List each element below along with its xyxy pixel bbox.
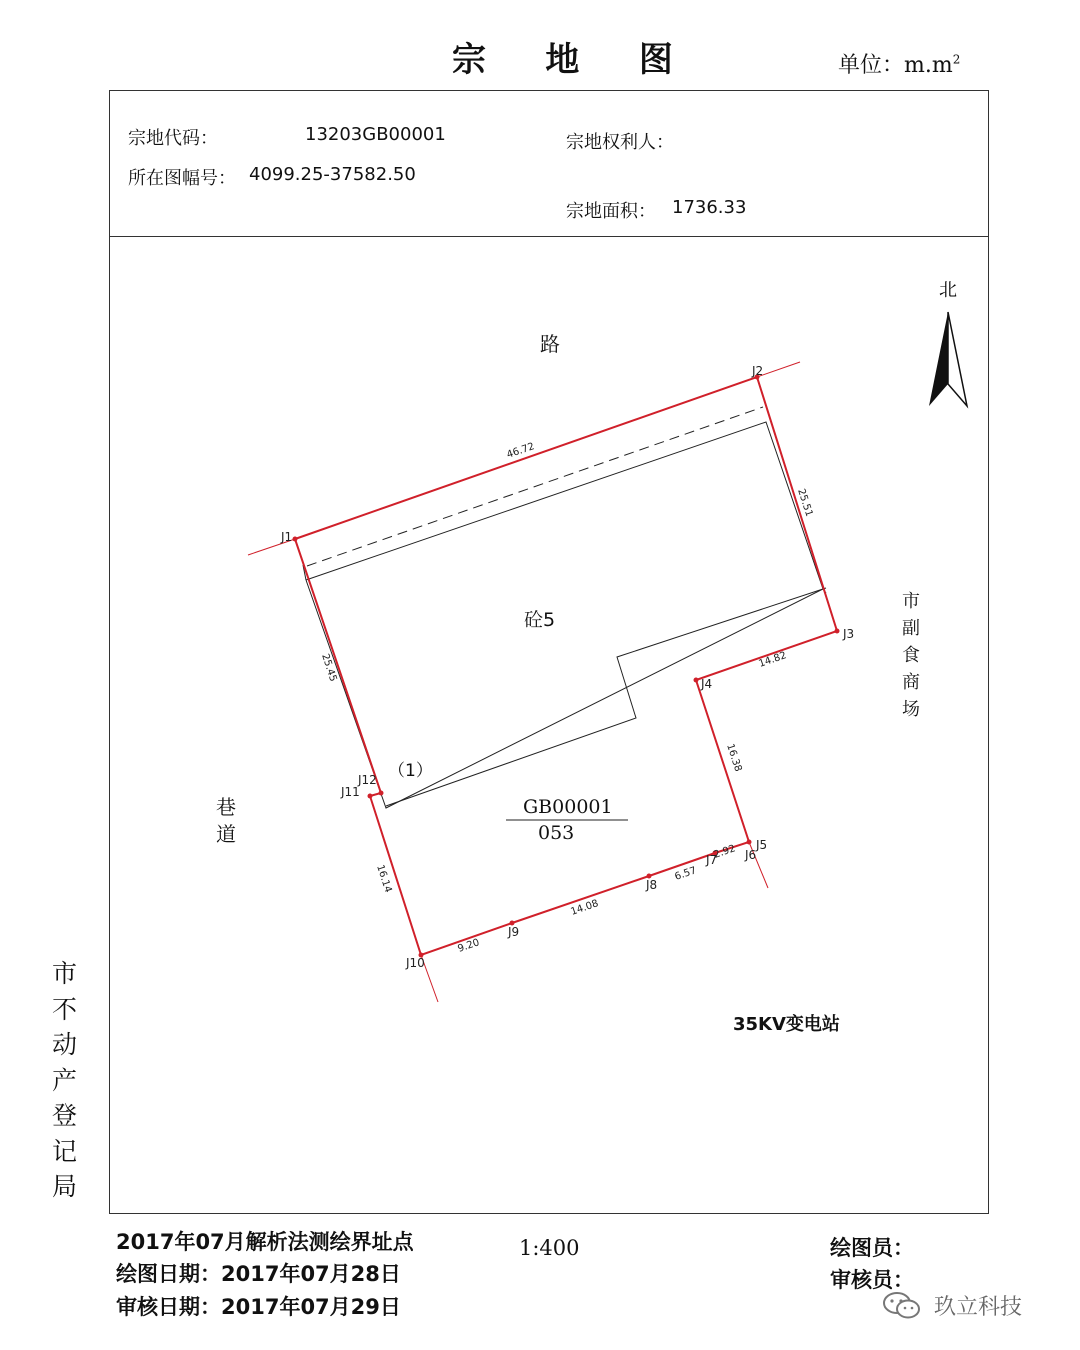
area-value: 1736.33 [672,197,747,218]
building-part-label: （1） [388,761,433,781]
page-title: 宗 地 图 [452,40,697,80]
map-scale: 1:400 [519,1236,580,1260]
edge-length-j8-j9: 14.08 [569,898,601,918]
authority-char: 登 [52,1101,78,1130]
unit-label: 单位：$m.m^2$ [838,52,961,78]
point-label-j6: J6 [745,848,757,862]
point-label-j10: J10 [406,956,425,970]
edge-length-j1-j2: 46.72 [505,441,537,461]
drafter-label: 绘图员： [830,1236,914,1260]
edge-length-j10-j11: 16.14 [374,863,394,895]
unit-superscript: 2 [952,52,961,67]
market-char: 商 [902,672,920,693]
point-label-j7: J7 [706,853,718,867]
alley-char: 巷 [216,795,236,819]
draw-date: 绘图日期：2017年07月28日 [116,1262,401,1286]
point-label-j3: J3 [843,627,855,641]
market-char: 场 [902,699,920,720]
authority-char: 不 [52,994,78,1024]
map-sheet-label: 所在图幅号： [128,168,236,189]
point-label-j4: J4 [701,677,713,691]
point-label-j11: J11 [341,785,360,799]
wechat-icon [880,1290,924,1320]
point-label-j5: J5 [756,838,768,852]
reviewer-label: 审核员： [830,1268,914,1292]
authority-char: 记 [52,1136,78,1166]
north-label: 北 [939,280,957,301]
point-label-j12: J12 [358,773,377,787]
authority-char: 局 [52,1172,78,1201]
edge-length-j3-j4: 14.82 [757,650,789,670]
market-char: 副 [902,618,920,639]
market-label [902,588,920,723]
authority-label [52,956,77,1205]
building-label: 砼5 [524,609,556,631]
market-char: 市 [902,591,920,612]
edge-length-j4-j5: 16.38 [724,742,744,774]
alley-char: 道 [216,822,236,846]
alley-label [216,794,236,848]
substation-label: 35KV变电站 [733,1014,840,1035]
boundary-points [293,375,840,958]
point-label-j9: J9 [508,925,520,939]
authority-char: 动 [52,1030,78,1059]
building-outline [303,422,826,808]
parcel-number-denominator: 053 [538,822,575,844]
watermark-text: 玖立科技 [934,1295,1023,1320]
point-label-j8: J8 [646,878,658,892]
edge-length-j9-j10: 9.20 [456,937,482,955]
parcel-code-label: 宗地代码： [128,128,218,149]
point-label-j2: J2 [752,364,764,378]
point-label-j1: J1 [281,530,293,544]
edge-length-j12-j1: 25.45 [319,652,339,684]
parcel-code-value: 13203GB00001 [305,124,446,145]
edge-length-j2-j3: 25.51 [795,487,815,519]
survey-method: 2017年07月解析法测绘界址点 [116,1230,414,1254]
map-sheet-value: 4099.25-37582.50 [249,164,416,185]
road-dashed-line [307,407,763,566]
north-arrow-icon [929,312,967,406]
edge-length-j7-j8: 6.57 [673,865,699,883]
owner-label: 宗地权利人： [566,132,674,153]
area-label: 宗地面积： [566,201,656,222]
road-label: 路 [540,332,560,356]
authority-char: 市 [52,959,78,988]
authority-char: 产 [52,1065,78,1095]
edge-length-j5-j7: 2.92 [712,843,738,861]
market-char: 食 [902,645,920,666]
parcel-number-numerator: GB00001 [523,796,613,818]
review-date: 审核日期：2017年07月29日 [116,1295,401,1319]
